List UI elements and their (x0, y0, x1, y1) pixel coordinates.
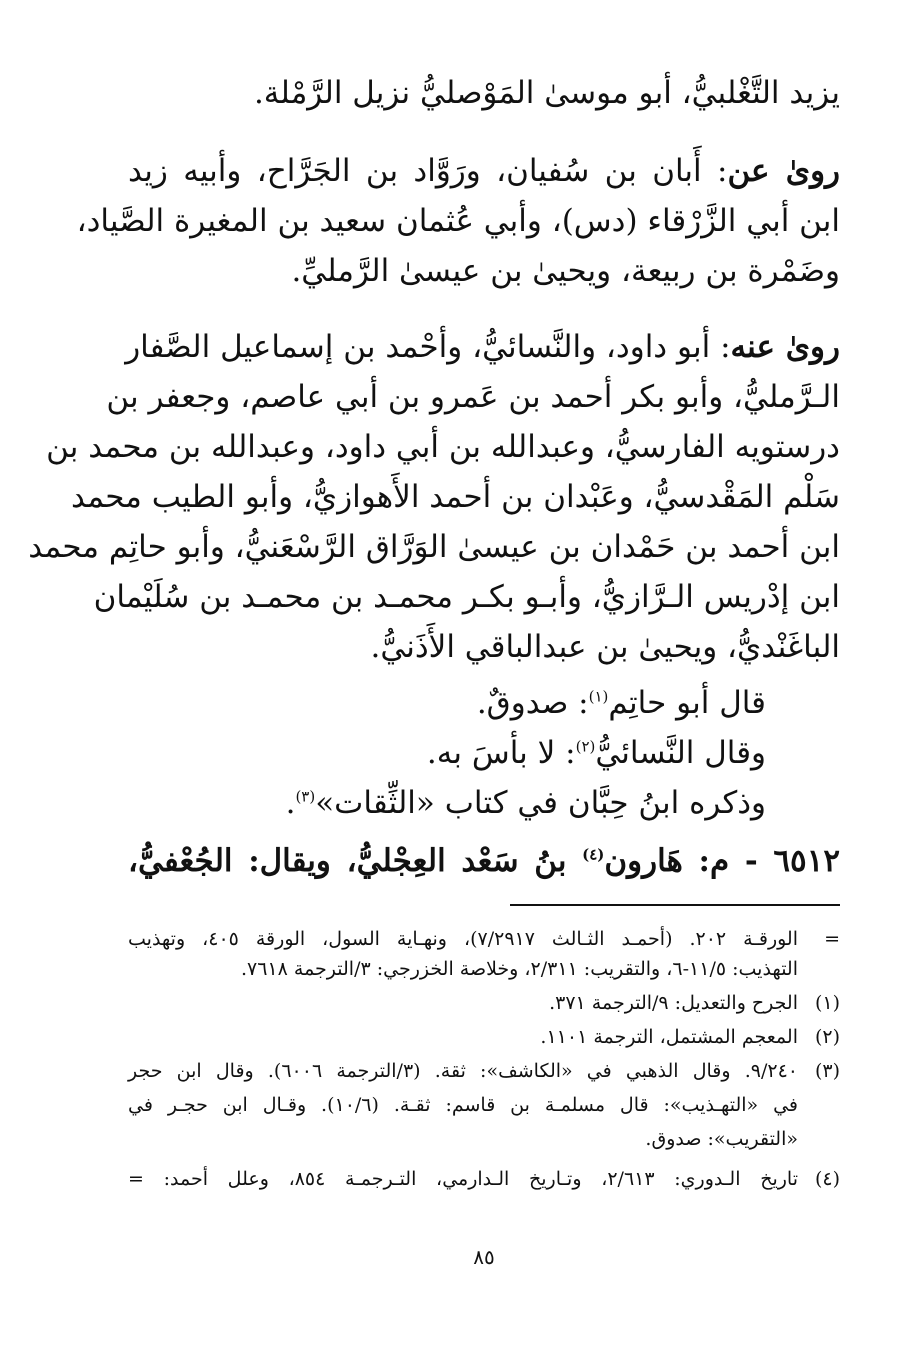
rawa-anhu-line-5: ابن أحمد بن حَمْدان بن عيسىٰ الوَرَّاق الرَّسْعَنيُّ، وأبو حاتِم محمد (28, 529, 840, 565)
rawa-anhu-line-7: الباغَنْديُّ، ويحيىٰ بن عبدالباقي الأَذَنيُّ. (370, 629, 840, 665)
rawa-anhu-label: روىٰ عنه (730, 329, 840, 365)
intro-text: يزيد التَّغْلبيُّ، أبو موسىٰ المَوْصليُّ نزيل الرَّمْلة. (253, 75, 840, 111)
rawa-anhu-line-2: الـرَّمليُّ، وأبو بكر أحمد بن عَمرو بن أبي عاصم، وجعفر بن (106, 379, 840, 415)
footnote-divider (510, 904, 840, 906)
footnote-3-line-3: «التقريب»: صدوق. (645, 1128, 798, 1150)
rawa-an-line-1 (128, 146, 840, 196)
footnote-continuation-line-2: التهذيب: ١١/٥-٦، والتقريب: ٢/٣١١، وخلاصة الخزرجي: ٣/الترجمة ٧٦١٨. (240, 958, 798, 980)
footnote-3-line-1: (٣)٩/٢٤٠. وقال الذهبي في «الكاشف»: ثقة. (٣/الترجمة ٦٠٠٦). وقال ابن حجر (128, 1060, 840, 1082)
entry-heading: ٦٥١٢ - م: هَارون$^{(٤)}$ بنُ سَعْد العِجْليُّ، ويقال: الجُعْفيُّ، (128, 843, 840, 879)
rawa-an-label: روىٰ عن (727, 153, 841, 189)
footnote-ref-1[interactable]: (١) (588, 687, 609, 706)
rawa-anhu-text: : أبو داود، والنَّسائيُّ، وأحْمد بن إسماعيل الصَّفار (125, 329, 731, 365)
intro-line (128, 68, 840, 118)
footnote-2: (٢)المعجم المشتمل، الترجمة ١١٠١. (540, 1026, 840, 1048)
quote-ibn-hibban: وذكره ابنُ حِبَّان في كتاب «الثِّقات»$^{(٣)}$. (285, 785, 766, 821)
footnote-3-line-2: في «التهـذيب»: قال مسلمـة بن قاسم: ثقـة. (١٠/٦). وقـال ابن حجـر في (128, 1094, 798, 1116)
rawa-anhu-line-6: ابن إدْريس الـرَّازيُّ، وأبـو بكـر محمـد بن محمـد بن سُلَيْمان (93, 579, 840, 615)
footnote-ref-4[interactable]: (٤) (582, 845, 605, 864)
footnote-4: (٤)تاريخ الـدوري: ٢/٦١٣، وتـاريخ الـدارمي، التـرجمـة ٨٥٤، وعلل أحمد: = (128, 1168, 840, 1190)
quote-abu-hatim: قال أبو حاتِم$^{(١)}$: صدوقٌ. (476, 685, 766, 721)
rawa-an-line-3: وضَمْرة بن ربيعة، ويحيىٰ بن عيسىٰ الرَّمليِّ. (291, 253, 840, 289)
footnote-ref-3[interactable]: (٣) (295, 787, 316, 806)
document-page (28, 60, 841, 1320)
page-number: ٨٥ (473, 1245, 495, 1269)
footnote-ref-2[interactable]: (٢) (575, 737, 596, 756)
rawa-anhu-line-4: سَلْم المَقْدسيُّ، وعَبْدان بن أحمد الأَهوازيُّ، وأبو الطيب محمد (71, 479, 840, 515)
footnote-1: (١)الجرح والتعديل: ٩/الترجمة ٣٧١. (549, 992, 840, 1014)
footnote-continuation-line-1: =الورقـة ٢٠٢. (أحمـد الثـالث ٧/٢٩١٧)، ونهـاية السول، الورقة ٤٠٥، وتهذيب (128, 928, 840, 950)
rawa-an-text: : أَبان بن سُفيان، ورَوَّاد بن الجَرَّاح، وأبيه زيد (128, 153, 728, 189)
rawa-anhu-line-1 (125, 322, 840, 372)
quote-nasai: وقال النَّسائيُّ$^{(٢)}$: لا بأسَ به. (426, 735, 766, 771)
rawa-an-line-2: ابن أبي الزَّرْقاء (دس)، وأبي عُثمان سعيد بن المغيرة الصَّياد، (76, 203, 840, 239)
rawa-anhu-line-3: درستويه الفارسيُّ، وعبدالله بن أبي داود، وعبدالله بن محمد بن (46, 429, 840, 465)
